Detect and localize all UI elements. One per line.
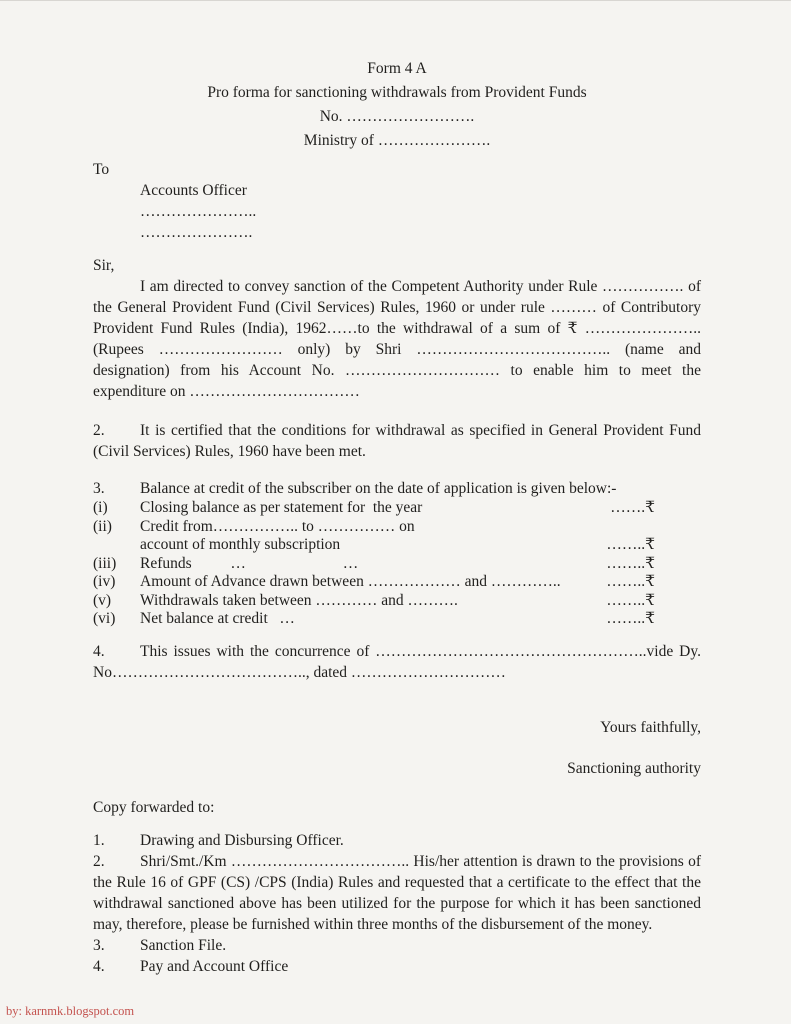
copy-item-1 xyxy=(93,830,701,851)
item-label: (v) xyxy=(93,591,112,609)
address-dotted-line: …………………. xyxy=(140,224,253,241)
copy-item-text: Drawing and Disbursing Officer. xyxy=(140,831,344,849)
copy-item-number: 2. xyxy=(93,852,105,870)
item-amount: ……..₹ xyxy=(606,554,655,572)
address-dotted-line: ………………….. xyxy=(140,203,257,220)
item-label-spacer xyxy=(93,536,140,555)
clause-4 xyxy=(93,641,701,683)
clause-4-number: 4. xyxy=(93,642,105,660)
signature-closing: Yours faithfully, xyxy=(600,718,701,736)
item-label: (iv) xyxy=(93,573,116,590)
form-no-line: No. ……………………. xyxy=(319,108,475,125)
sanction-paragraph: I am directed to convey sanction of the Competent Authority under Rule ……………. of the General Provident Fund (Civil Services) Rules, 1960 or under rule ……… of Contributory Provident Fund Rules (India), 1962……to the withdrawal of a sum of ₹ ………………….. (Rupees …………………… only) by Shri ……………………………….. (name and designation) from his Account No. ………………………… to enable him to meet the expenditure on …………………………… xyxy=(93,278,701,400)
item-text: Amount of Advance drawn between ……………… and ………….. xyxy=(140,573,561,590)
balance-item-i xyxy=(93,499,701,518)
balance-item-vi xyxy=(93,610,701,629)
copy-item-number: 3. xyxy=(93,936,105,954)
balance-item-v xyxy=(93,592,701,611)
clause-2 xyxy=(93,420,701,462)
item-label: (iii) xyxy=(93,554,117,572)
item-amount: ……..₹ xyxy=(606,610,655,627)
copy-forwarded-heading: Copy forwarded to: xyxy=(93,798,215,816)
item-label: (vi) xyxy=(93,610,116,627)
form-subtitle: Pro forma for sanctioning withdrawals from Provident Funds xyxy=(207,84,587,101)
clause-2-number: 2. xyxy=(93,422,105,439)
item-amount: ……..₹ xyxy=(606,536,655,553)
item-amount: …….₹ xyxy=(610,499,655,516)
watermark-credit: by: karnmk.blogspot.com xyxy=(6,1004,135,1018)
to-label: To xyxy=(93,161,110,178)
signature-block xyxy=(93,717,701,779)
form-number: Form 4 A xyxy=(367,60,427,77)
signature-authority: Sanctioning authority xyxy=(567,759,701,777)
clause-3-heading xyxy=(93,478,701,499)
balance-item-iii xyxy=(93,555,701,574)
item-text: Refunds … … xyxy=(140,554,359,572)
item-text: Closing balance as per statement for the year xyxy=(140,499,423,516)
clause-3-number: 3. xyxy=(93,480,105,497)
item-text: account of monthly subscription xyxy=(140,536,341,553)
clause-4-text: This issues with the concurrence of ……………………………………………..vide Dy. No……………………………….., dated ………………………… xyxy=(93,642,701,681)
copy-item-4 xyxy=(93,956,701,977)
copy-item-3 xyxy=(93,935,701,956)
copy-item-2 xyxy=(93,851,701,935)
copy-item-number: 1. xyxy=(93,831,105,849)
balance-item-ii xyxy=(93,518,701,537)
address-block xyxy=(93,180,701,243)
clause-3-heading-text: Balance at credit of the subscriber on the date of application is given below:- xyxy=(140,480,617,497)
clause-2-text: It is certified that the conditions for withdrawal as specified in General Provident Fund (Civil Services) Rules, 1960 have been met. xyxy=(93,422,701,460)
copy-item-text: Shri/Smt./Km …………………………….. His/her attention is drawn to the provisions of the Rule 16 of GPF (CS) /CPS (India) Rules and requested that a certificate to the effect that the withdrawal sanctioned above has been utilized for the purpose for which it has been sanctioned may, therefore, please be furnished within three months of the disbursement of the money. xyxy=(93,852,701,933)
copy-forwarded-list xyxy=(93,830,701,977)
item-text: Net balance at credit … xyxy=(140,610,295,627)
copy-item-number: 4. xyxy=(93,957,105,975)
document-content xyxy=(93,1,701,977)
copy-item-text: Pay and Account Office xyxy=(140,957,289,975)
balance-item-iv xyxy=(93,573,701,592)
form-ministry-line: Ministry of …………………. xyxy=(303,132,491,149)
salutation: Sir, xyxy=(93,257,115,274)
balance-list xyxy=(93,499,701,629)
copy-item-text: Sanction File. xyxy=(140,936,227,954)
item-text: Credit from…………….. to …………… on xyxy=(140,517,415,535)
recipient-line: Accounts Officer xyxy=(140,182,247,199)
item-amount: ……..₹ xyxy=(606,573,655,590)
title-block xyxy=(93,1,701,153)
item-label: (ii) xyxy=(93,517,112,535)
balance-item-ii-line2 xyxy=(93,536,701,555)
item-label: (i) xyxy=(93,499,108,516)
item-amount: ……..₹ xyxy=(606,591,655,609)
item-text: Withdrawals taken between ………… and ………. xyxy=(140,591,458,609)
